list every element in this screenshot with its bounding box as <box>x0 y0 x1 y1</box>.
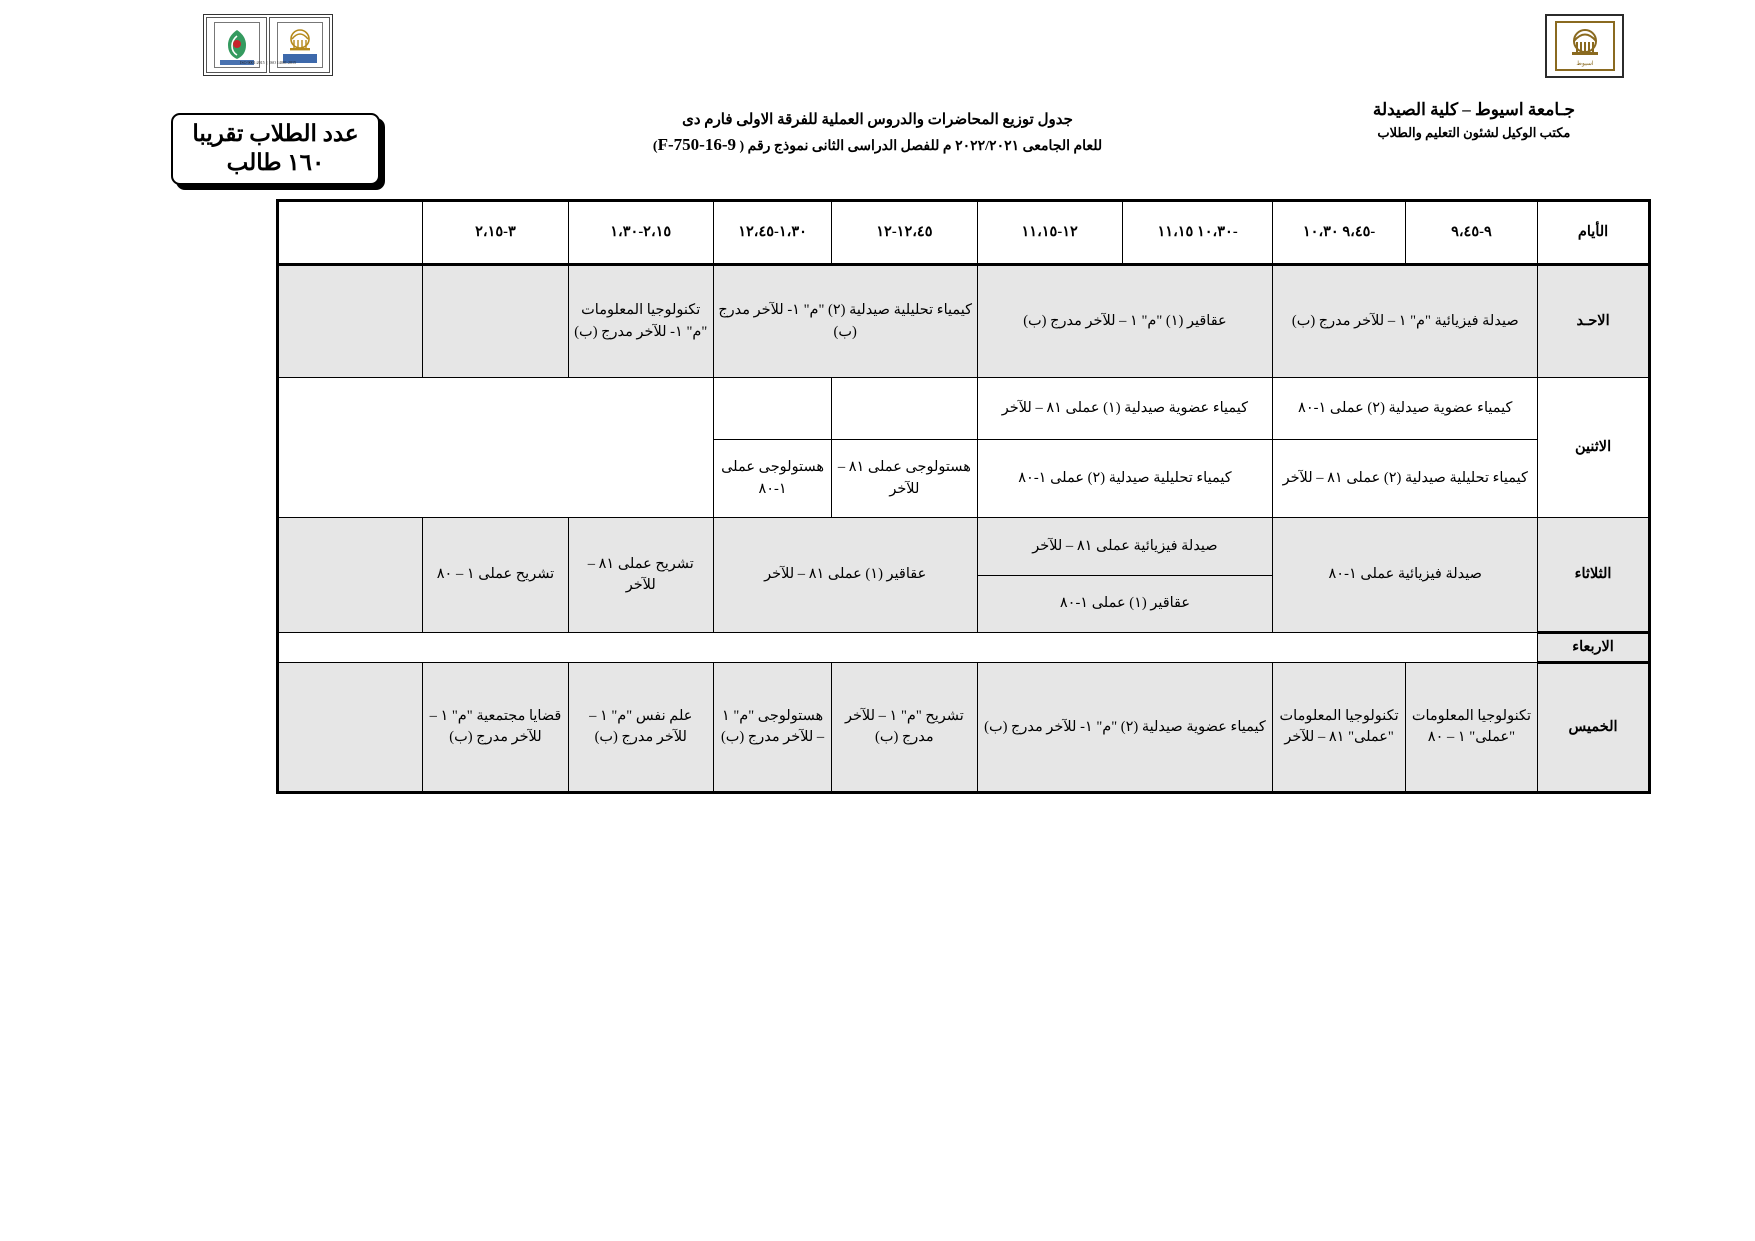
table-header-row <box>278 201 1650 265</box>
header-time-1030-1115-top: -١٠،٣٠ <box>1196 224 1238 241</box>
svg-text:اسيوط: اسيوط <box>1575 61 1594 67</box>
title-line-2-prefix: للعام الجامعى ٢٠٢٢/٢٠٢١ م للفصل الدراسى الثانى نموذج رقم ( <box>735 139 1103 154</box>
cell-text: صيدلة فيزيائية "م" ١ – للآخر مدرج (ب) <box>1291 312 1519 329</box>
header-time-1115-12: ١٢-١١،١٥ <box>977 201 1122 265</box>
row-tuesday-part1 <box>278 518 1650 576</box>
header-time-130-215: ٢،١٥-١،٣٠ <box>568 201 713 265</box>
cell-tuesday-anatomy-b <box>568 518 713 633</box>
cell-sunday-empty-2 <box>278 265 423 378</box>
daylabel-thursday: الخميس <box>1538 663 1650 793</box>
cell-text: كيمياء تحليلية صيدلية (٢) "م" ١- للآخر مدرج (ب) <box>718 302 973 340</box>
row-monday-part1 <box>278 378 1650 440</box>
schedule-table <box>276 199 1651 794</box>
title-line-2-suffix: ) <box>652 139 658 154</box>
header-time-9-945: ٩-٩،٤٥ <box>1405 201 1537 265</box>
cell-wednesday-no-classes <box>278 633 1538 663</box>
cell-text: تشريح "م" ١ – للآخر مدرج (ب) <box>844 708 964 746</box>
cell-monday-histology-b <box>832 440 977 518</box>
student-count-value: ١٦٠ طالب <box>226 150 325 175</box>
cell-monday-empty-wide <box>278 378 714 518</box>
accreditation-logos <box>203 14 333 76</box>
form-number: 9-16-750-F <box>657 135 736 154</box>
cell-text: تكنولوجيا المعلومات "عملى" ١ – ٨٠ <box>1411 708 1531 746</box>
student-count-box <box>171 113 380 185</box>
student-count-label: عدد الطلاب تقريبا <box>192 121 359 147</box>
cell-thursday-anatomy-lecture <box>832 663 977 793</box>
cell-monday-organic1-practical <box>977 378 1273 440</box>
cell-thursday-organic2-lecture <box>977 663 1273 793</box>
header-spacer <box>278 201 423 265</box>
cell-sunday-empty-1 <box>423 265 568 378</box>
cell-thursday-it-practical-b <box>1405 663 1537 793</box>
cell-text: هستولوجى "م" ١ – للآخر مدرج (ب) <box>720 708 825 746</box>
cell-text: كيمياء تحليلية صيدلية (٢) عملى ١-٨٠ <box>1018 469 1232 486</box>
daylabel-wednesday: الاربعاء <box>1538 633 1650 663</box>
cell-text: كيمياء تحليلية صيدلية (٢) عملى ٨١ – للآخر <box>1282 469 1528 486</box>
cell-tuesday-pharmacology1-practical <box>713 518 977 633</box>
header-time-215-3: ٣-٢،١٥ <box>423 201 568 265</box>
page-header <box>0 0 1755 185</box>
cell-text: صيدلة فيزيائية عملى ٨١ – للآخر <box>1032 537 1218 554</box>
cell-text: صيدلة فيزيائية عملى ١-٨٠ <box>1328 566 1482 583</box>
cell-text: هستولوجى عملى ١-٨٠ <box>721 459 825 497</box>
cell-text: تشريح عملى ٨١ – للآخر <box>587 555 694 593</box>
row-wednesday <box>278 633 1650 663</box>
cell-text: قضايا مجتمعية "م" ١ – للآخر مدرج (ب) <box>429 708 562 746</box>
cell-sunday-analytical-chem-2 <box>713 265 977 378</box>
row-thursday <box>278 663 1650 793</box>
cell-text: كيمياء عضوية صيدلية (٢) "م" ١- للآخر مدرج (ب) <box>984 718 1266 735</box>
cell-text: تكنولوجيا المعلومات "م" ١- للآخر مدرج (ب) <box>574 302 708 340</box>
cell-text: هستولوجى عملى ٨١ – للآخر <box>837 459 971 497</box>
cell-sunday-physical-pharmacy <box>1273 265 1538 378</box>
cell-tuesday-pharmacology1-practical-bottom <box>977 576 1273 633</box>
header-days: الأيام <box>1538 201 1650 265</box>
university-logo-right <box>1545 14 1624 78</box>
daylabel-monday: الاثنين <box>1538 378 1650 518</box>
header-time-12-1245: ١٢،٤٥-١٢ <box>832 201 977 265</box>
header-time-945-1030 <box>1273 201 1405 265</box>
cell-tuesday-anatomy-a <box>423 518 568 633</box>
cell-text: عقاقير (١) عملى ٨١ – للآخر <box>764 566 927 583</box>
cell-text: كيمياء عضوية صيدلية (١) عملى ٨١ – للآخر <box>1001 399 1249 416</box>
cell-thursday-empty <box>278 663 423 793</box>
cell-monday-histology-a <box>713 440 831 518</box>
cell-tuesday-empty <box>278 518 423 633</box>
cell-monday-empty-1 <box>832 378 977 440</box>
schedule-table-wrapper <box>276 199 1651 794</box>
cell-thursday-it-practical-a <box>1273 663 1405 793</box>
cell-monday-analytical2-practical-a <box>977 440 1273 518</box>
cell-text: عقاقير (١) "م" ١ – للآخر مدرج (ب) <box>1023 312 1227 329</box>
header-time-1030-1115 <box>1122 201 1273 265</box>
cell-text: كيمياء عضوية صيدلية (٢) عملى ١-٨٠ <box>1298 399 1513 416</box>
header-time-945-1030-top: -٩،٤٥ <box>1342 224 1376 241</box>
daylabel-tuesday: الثلاثاء <box>1538 518 1650 633</box>
cell-tuesday-physical-practical-top <box>977 518 1273 576</box>
cell-text: عقاقير (١) عملى ١-٨٠ <box>1059 595 1191 612</box>
cell-text: علم نفس "م" ١ – للآخر مدرج (ب) <box>589 708 693 746</box>
cell-text: تكنولوجيا المعلومات "عملى" ٨١ – للآخر <box>1279 708 1399 746</box>
cell-text: تشريح عملى ١ – ٨٠ <box>436 566 555 583</box>
cell-sunday-pharmacology1 <box>977 265 1273 378</box>
cell-thursday-psychology <box>568 663 713 793</box>
header-time-1245-130: ١،٣٠-١٢،٤٥ <box>713 201 831 265</box>
university-faculty-name: جـامعة اسيوط – كلية الصيدلة <box>1372 100 1575 119</box>
title-line-1: جدول توزيع المحاضرات والدروس العملية للفرقة الاولى فارم دى <box>682 112 1073 128</box>
office-name: مكتب الوكيل لشئون التعليم والطلاب <box>1377 125 1571 140</box>
cell-thursday-histology-lecture <box>713 663 831 793</box>
daylabel-sunday: الاحـد <box>1538 265 1650 378</box>
cell-monday-analytical2-practical-b <box>1273 440 1538 518</box>
cell-monday-empty-2 <box>713 378 831 440</box>
cell-monday-organic2-practical <box>1273 378 1538 440</box>
header-time-1030-1115-bottom: ١١،١٥ <box>1157 224 1194 241</box>
cell-tuesday-physical-practical-right <box>1273 518 1538 633</box>
row-sunday <box>278 265 1650 378</box>
cell-sunday-it-lecture <box>568 265 713 378</box>
accreditation-caption: ISO 9001:2015 | ISO 14001:2015 <box>240 60 296 65</box>
header-time-945-1030-bottom: ١٠،٣٠ <box>1302 224 1339 241</box>
cell-thursday-social-issues <box>423 663 568 793</box>
